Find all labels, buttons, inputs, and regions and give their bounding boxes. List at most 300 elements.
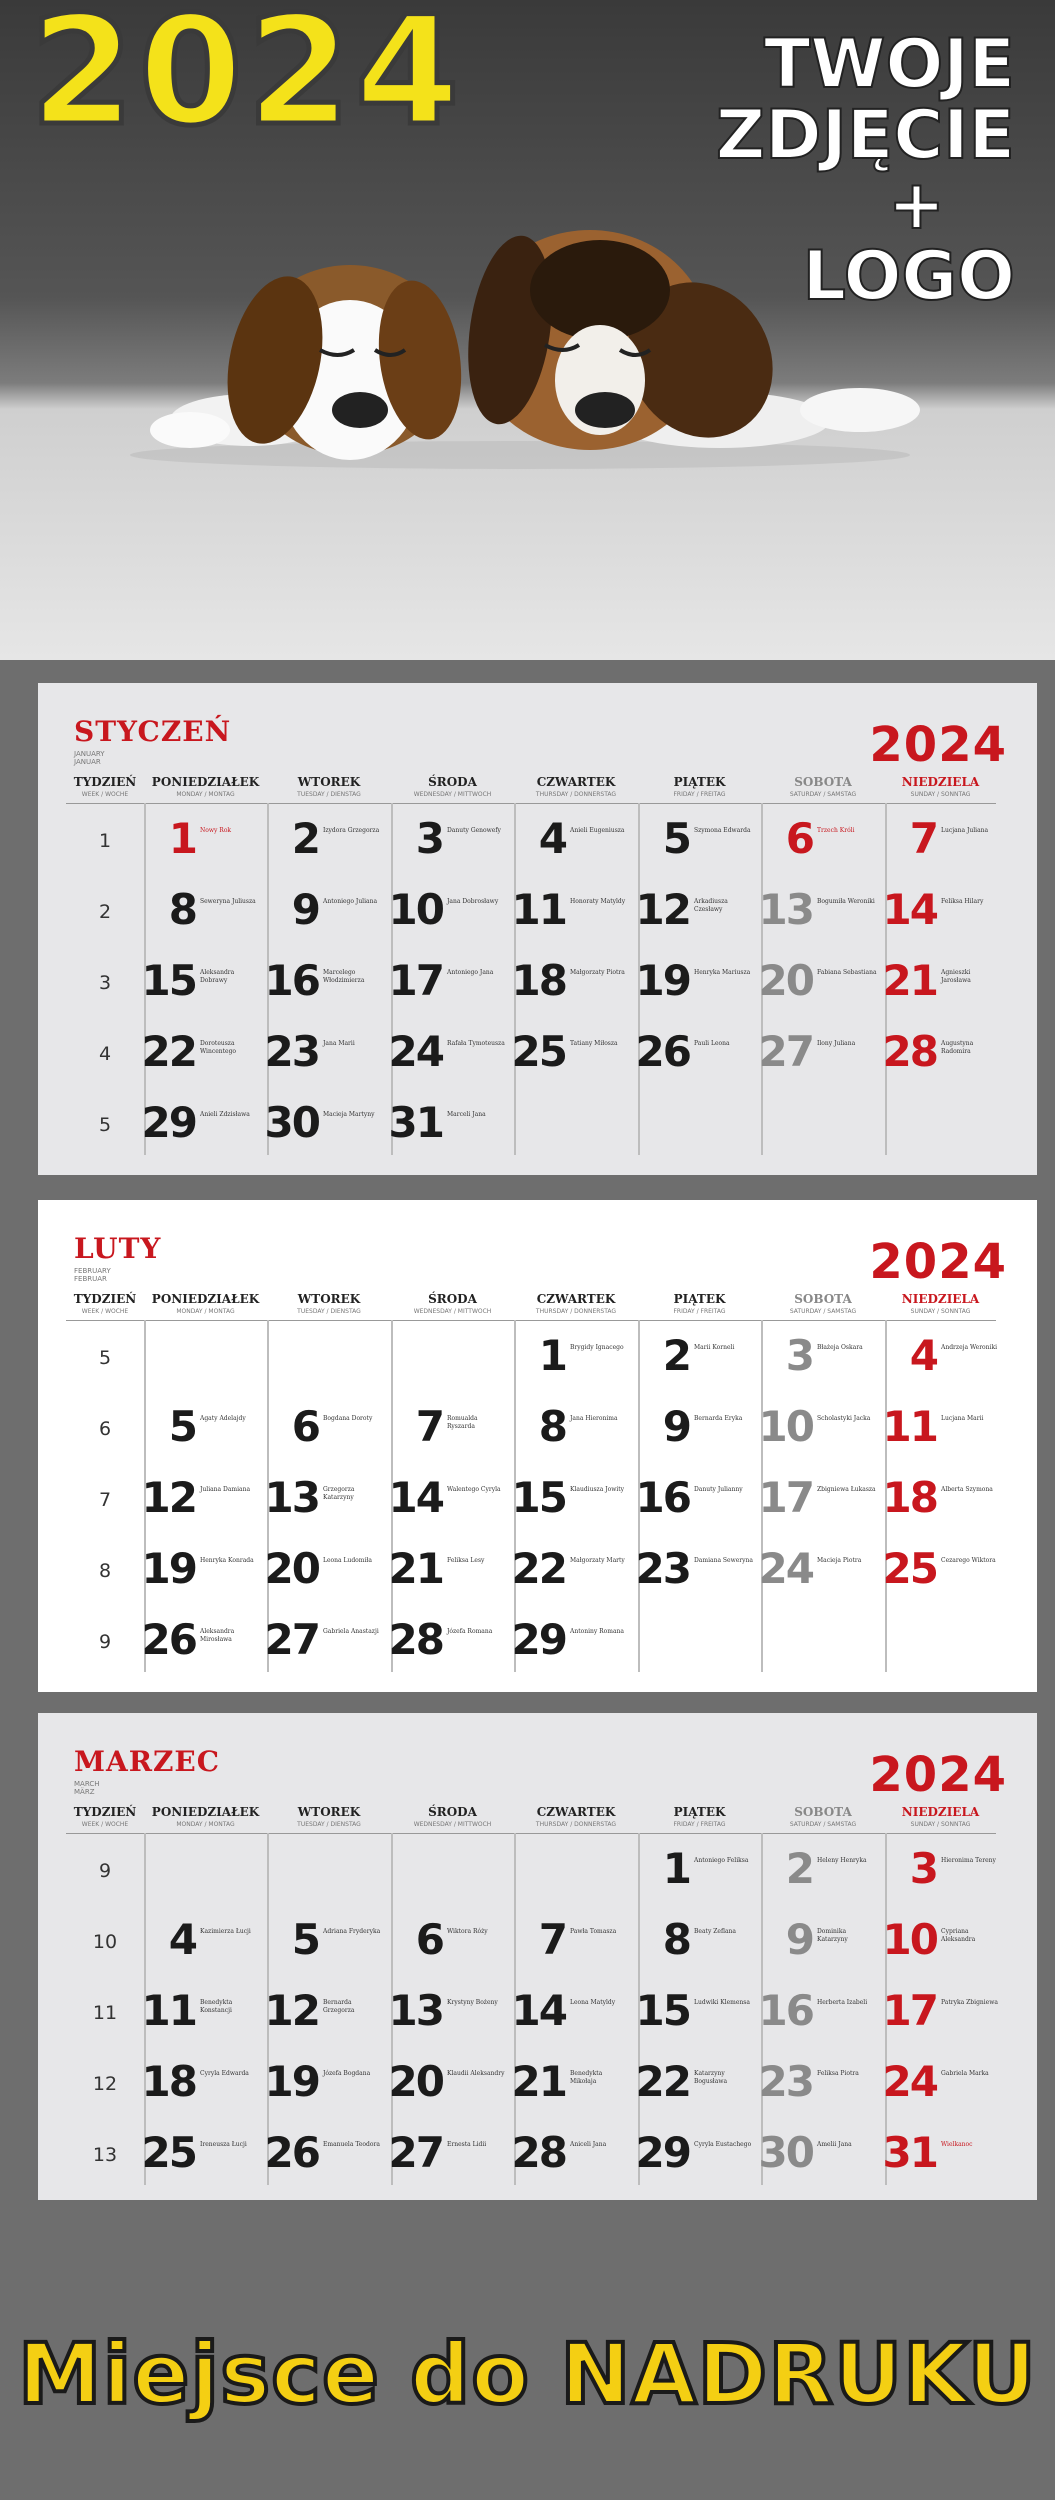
day-number: 7: [415, 1402, 443, 1451]
name-day: Wiktora Róży: [447, 1928, 488, 1935]
weekday-label: SOBOTA: [794, 1805, 852, 1819]
day-number: 29: [635, 2128, 690, 2177]
weekday-label: CZWARTEK: [536, 1292, 616, 1306]
weekday-header: [66, 1805, 996, 1834]
name-day: Ernesta Lidii: [447, 2141, 487, 2148]
name-day: Marcelego Włodzimierza: [323, 969, 365, 984]
day-number: 4: [538, 814, 566, 863]
calendar-day: [388, 2057, 513, 2121]
day-number: 15: [141, 956, 196, 1005]
day-number: 31: [882, 2128, 937, 2177]
name-day: Beaty Zeflana: [694, 1928, 736, 1935]
name-day: Cyryla Eustachego: [694, 2141, 752, 2148]
day-number: 27: [264, 1615, 319, 1664]
name-day: Fabiana Sebastiana: [817, 969, 877, 976]
calendar-day: [761, 1844, 883, 1908]
calendar-day: [511, 956, 636, 1020]
name-day: Pauli Leona: [694, 1040, 730, 1047]
day-number: 8: [538, 1402, 566, 1451]
name-day: Klaudiusza Jowity: [570, 1486, 625, 1493]
calendar-day: [511, 1027, 636, 1091]
name-day: Patryka Zbigniewa: [941, 1999, 998, 2006]
month-name-translations: [74, 750, 105, 766]
calendar-day: [511, 2128, 636, 2192]
weekday-heading: [514, 1805, 638, 1828]
calendar-day: [264, 1027, 389, 1091]
calendar-day: [882, 2128, 1007, 2192]
week-number: 1: [98, 830, 112, 852]
name-day: Nowy Rok: [200, 827, 232, 834]
week-number: 12: [92, 2073, 118, 2095]
name-day: Feliksa Piotra: [817, 2070, 859, 2077]
weekday-heading: [514, 1292, 638, 1315]
day-number: 17: [882, 1986, 937, 2035]
calendar-day: [264, 1473, 389, 1537]
weekday-heading: [761, 1292, 885, 1315]
weekday-translation: SUNDAY / SONNTAG: [910, 791, 971, 798]
name-day: Honoraty Matyldy: [570, 898, 626, 905]
name-day: Błażeja Oskara: [817, 1344, 863, 1351]
calendar-day: [758, 1027, 883, 1091]
calendar-day: [264, 1615, 389, 1679]
day-number: 22: [141, 1027, 196, 1076]
day-number: 29: [511, 1615, 566, 1664]
week-number: 13: [92, 2144, 118, 2166]
calendar-day: [267, 1915, 389, 1979]
weekday-heading: [638, 1292, 761, 1315]
name-day: Aniceli Jana: [570, 2141, 607, 2148]
calendar-day: [511, 2057, 636, 2121]
weekday-heading: [267, 1292, 391, 1315]
name-day: Rafała Tymoteusza: [447, 1040, 505, 1047]
name-day: Hieronima Tereny: [941, 1857, 996, 1864]
day-number: 19: [141, 1544, 196, 1593]
day-number: 19: [264, 2057, 319, 2106]
name-day: Anieli Eugeniusza: [570, 827, 625, 834]
calendar-day: [144, 814, 266, 878]
weekday-label: PIĄTEK: [673, 1805, 726, 1819]
day-number: 5: [168, 1402, 196, 1451]
calendar-day: [264, 1098, 389, 1162]
calendar-day: [758, 1986, 883, 2050]
month-year: 2024: [869, 717, 1007, 773]
calendar-day: [388, 956, 513, 1020]
imprint-label: Miejsce do NADRUKU: [18, 2325, 1037, 2423]
name-day: Małgorzaty Piotra: [570, 969, 625, 976]
calendar-day: [635, 2128, 760, 2192]
calendar-day: [761, 1331, 883, 1395]
calendar-day: [267, 1402, 389, 1466]
name-day: Feliksa Lesy: [447, 1557, 485, 1564]
day-number: 30: [264, 1098, 319, 1147]
day-number: 24: [882, 2057, 937, 2106]
calendar-day: [264, 2128, 389, 2192]
day-number: 8: [662, 1915, 690, 1964]
month-translation: JANUAR: [74, 758, 101, 766]
weekday-heading: [66, 1805, 144, 1828]
day-number: 31: [388, 1098, 443, 1147]
name-day: Cezarego Wiktora: [941, 1557, 996, 1564]
name-day: Leona Matyldy: [570, 1999, 616, 2006]
name-day: Heleny Henryka: [817, 1857, 867, 1864]
day-number: 20: [758, 956, 813, 1005]
name-day: Bogumiła Weroniki: [817, 898, 875, 905]
calendar-day: [758, 1544, 883, 1608]
weekday-label: TYDZIEŃ: [73, 775, 137, 789]
day-number: 12: [141, 1473, 196, 1522]
name-day: Pawła Tomasza: [570, 1928, 617, 1935]
calendar-day: [514, 814, 636, 878]
calendar-day: [267, 885, 389, 949]
calendar-day: [141, 2128, 266, 2192]
week-number: 3: [98, 972, 112, 994]
weekday-translation: MONDAY / MONTAG: [176, 791, 235, 798]
day-number: 28: [882, 1027, 937, 1076]
calendar-day: [635, 1027, 760, 1091]
weekday-label: ŚRODA: [428, 775, 477, 789]
calendar-day: [141, 1098, 266, 1162]
day-number: 17: [388, 956, 443, 1005]
weekday-heading: [267, 1805, 391, 1828]
photo-header: [0, 0, 1055, 660]
day-number: 18: [511, 956, 566, 1005]
weekday-translation: TUESDAY / DIENSTAG: [297, 1821, 361, 1828]
calendar-day: [758, 1402, 883, 1466]
calendar-day: [882, 1027, 1007, 1091]
calendar-day: [264, 1544, 389, 1608]
calendar-day: [144, 885, 266, 949]
day-number: 21: [511, 2057, 566, 2106]
month-translation: MÄRZ: [74, 1788, 95, 1796]
name-day: Macieja Piotra: [817, 1557, 862, 1564]
day-number: 3: [909, 1844, 937, 1893]
weekday-label: TYDZIEŃ: [73, 1292, 137, 1306]
name-day: Amelii Jana: [817, 2141, 852, 2148]
calendar-day: [761, 814, 883, 878]
name-day: Lucjana Juliana: [941, 827, 989, 834]
weekday-heading: [391, 1805, 514, 1828]
day-number: 12: [264, 1986, 319, 2035]
day-number: 10: [388, 885, 443, 934]
weekday-heading: [391, 1292, 514, 1315]
name-day: Doroteusza Wincentego: [200, 1040, 237, 1055]
name-day: Kazimierza Łucji: [200, 1928, 251, 1935]
day-number: 23: [758, 2057, 813, 2106]
weekday-translation: TUESDAY / DIENSTAG: [297, 1308, 361, 1315]
weekday-heading: [514, 775, 638, 798]
calendar-day: [511, 1473, 636, 1537]
day-number: 1: [662, 1844, 690, 1893]
weekday-translation: WEDNESDAY / MITTWOCH: [413, 791, 492, 798]
weekday-heading: [144, 1805, 267, 1828]
name-day: Seweryna Juliusza: [200, 898, 256, 905]
weekday-translation: SATURDAY / SAMSTAG: [789, 1821, 857, 1828]
calendar-day: [885, 1844, 1007, 1908]
day-number: 2: [662, 1331, 690, 1380]
name-day: Anieli Zdzisława: [200, 1111, 250, 1118]
calendar-day: [882, 956, 1007, 1020]
name-day: Feliksa Hilary: [941, 898, 984, 905]
week-number: 7: [98, 1489, 112, 1511]
weekday-label: PONIEDZIAŁEK: [151, 1292, 260, 1306]
weekday-header: [66, 775, 996, 804]
name-day: Ireneusza Łucji: [200, 2141, 247, 2148]
name-day: Danuty Julianny: [694, 1486, 743, 1493]
month-year: 2024: [869, 1234, 1007, 1290]
day-number: 23: [635, 1544, 690, 1593]
day-number: 9: [785, 1915, 813, 1964]
week-number: 8: [98, 1560, 112, 1582]
weekday-label: PONIEDZIAŁEK: [151, 775, 260, 789]
weekday-label: CZWARTEK: [536, 775, 616, 789]
day-number: 17: [758, 1473, 813, 1522]
day-number: 24: [388, 1027, 443, 1076]
calendar-day: [141, 2057, 266, 2121]
calendar-day: [388, 2128, 513, 2192]
day-number: 11: [141, 1986, 196, 2035]
day-number: 16: [635, 1473, 690, 1522]
day-number: 14: [882, 885, 937, 934]
month-translation: JANUARY: [74, 750, 105, 758]
name-day: Tatiany Miłosza: [570, 1040, 618, 1047]
weekday-label: CZWARTEK: [536, 1805, 616, 1819]
name-day: Romualda Ryszarda: [447, 1415, 478, 1430]
name-day: Leona Ludomiła: [323, 1557, 372, 1564]
day-number: 9: [291, 885, 319, 934]
weekday-label: WTOREK: [297, 1292, 361, 1306]
calendar-day: [511, 885, 636, 949]
promo-text: [715, 25, 1015, 317]
month-panel: [38, 683, 1037, 1175]
day-number: 27: [758, 1027, 813, 1076]
day-number: 23: [264, 1027, 319, 1076]
weekday-translation: SUNDAY / SONNTAG: [910, 1821, 971, 1828]
calendar-day: [635, 956, 760, 1020]
calendar-day: [885, 814, 1007, 878]
weekday-translation: SUNDAY / SONNTAG: [910, 1308, 971, 1315]
day-number: 22: [511, 1544, 566, 1593]
calendar-day: [638, 1402, 760, 1466]
weekday-label: SOBOTA: [794, 775, 852, 789]
name-day: Ilony Juliana: [817, 1040, 856, 1047]
weekday-translation: FRIDAY / FREITAG: [673, 791, 726, 798]
calendar-day: [264, 1986, 389, 2050]
week-number: 5: [98, 1347, 112, 1369]
calendar-day: [758, 2128, 883, 2192]
calendar-day: [264, 956, 389, 1020]
name-day: Adriana Fryderyka: [323, 1928, 381, 1935]
name-day: Benedykta Mikołaja: [570, 2070, 603, 2085]
calendar-day: [388, 1473, 513, 1537]
name-day: Bernarda Eryka: [694, 1415, 743, 1422]
name-day: Henryka Mariusza: [694, 969, 751, 976]
promo-line: +: [888, 166, 945, 246]
weekday-label: PIĄTEK: [673, 775, 726, 789]
calendar-day: [144, 1402, 266, 1466]
calendar-day: [635, 1986, 760, 2050]
calendar-day: [638, 1915, 760, 1979]
day-number: 3: [415, 814, 443, 863]
day-number: 14: [388, 1473, 443, 1522]
calendar-day: [885, 1331, 1007, 1395]
day-number: 18: [141, 2057, 196, 2106]
month-name: MARZEC: [74, 1745, 221, 1778]
name-day: Andrzeja Weroniki: [941, 1344, 998, 1351]
day-number: 6: [415, 1915, 443, 1964]
month-name-translations: [74, 1780, 100, 1796]
calendar-day: [388, 1986, 513, 2050]
day-number: 25: [511, 1027, 566, 1076]
name-day: Gabriela Marka: [941, 2070, 989, 2077]
calendar-day: [388, 1098, 513, 1162]
weekday-header: [66, 1292, 996, 1321]
day-number: 5: [291, 1915, 319, 1964]
day-number: 30: [758, 2128, 813, 2177]
calendar-day: [264, 2057, 389, 2121]
day-number: 11: [882, 1402, 937, 1451]
day-number: 25: [141, 2128, 196, 2177]
name-day: Brygidy Ignacego: [570, 1344, 624, 1351]
name-day: Ludwiki Klemensa: [694, 1999, 750, 2006]
weekday-translation: TUESDAY / DIENSTAG: [297, 791, 361, 798]
day-number: 27: [388, 2128, 443, 2177]
calendar-day: [882, 1915, 1007, 1979]
weekday-heading: [885, 775, 996, 798]
calendar-day: [141, 1473, 266, 1537]
weekday-heading: [66, 1292, 144, 1315]
name-day: Trzech Króli: [817, 827, 855, 834]
weekday-heading: [885, 1292, 996, 1315]
calendar-day: [635, 2057, 760, 2121]
weekday-heading: [638, 1805, 761, 1828]
day-number: 21: [388, 1544, 443, 1593]
weekday-label: TYDZIEŃ: [73, 1805, 137, 1819]
name-day: Damiana Seweryna: [694, 1557, 753, 1564]
name-day: Walentego Cyryla: [447, 1486, 501, 1493]
day-number: 3: [785, 1331, 813, 1380]
name-day: Cypriana Aleksandra: [941, 1928, 976, 1943]
weekday-translation: THURSDAY / DONNERSTAG: [535, 1308, 617, 1315]
weekday-translation: SATURDAY / SAMSTAG: [789, 1308, 857, 1315]
calendar-day: [758, 956, 883, 1020]
weekday-label: PONIEDZIAŁEK: [151, 1805, 260, 1819]
day-number: 1: [538, 1331, 566, 1380]
name-day: Henryka Konrada: [200, 1557, 254, 1564]
day-number: 9: [662, 1402, 690, 1451]
day-number: 7: [538, 1915, 566, 1964]
promo-line: ZDJĘCIE: [715, 95, 1015, 175]
calendar-day: [511, 1615, 636, 1679]
day-number: 8: [168, 885, 196, 934]
day-number: 13: [758, 885, 813, 934]
day-number: 28: [511, 2128, 566, 2177]
weekday-translation: WEEK / WOCHE: [81, 1821, 129, 1828]
name-day: Jana Marii: [323, 1040, 355, 1047]
calendar-day: [635, 1544, 760, 1608]
week-number: 4: [98, 1043, 112, 1065]
weekday-translation: THURSDAY / DONNERSTAG: [535, 1821, 617, 1828]
calendar-day: [141, 1615, 266, 1679]
day-number: 20: [264, 1544, 319, 1593]
week-number: 9: [98, 1631, 112, 1653]
day-number: 20: [388, 2057, 443, 2106]
day-number: 15: [511, 1473, 566, 1522]
calendar-day: [141, 1544, 266, 1608]
name-day: Katarzyny Bogusława: [694, 2070, 728, 2085]
name-day: Albertа Szymona: [941, 1486, 993, 1493]
name-day: Agnieszki Jarosława: [941, 969, 971, 984]
name-day: Józefa Bogdana: [323, 2070, 371, 2077]
name-day: Emanuela Teodora: [323, 2141, 380, 2148]
week-number: 5: [98, 1114, 112, 1136]
name-day: Jana Dobrosławy: [447, 898, 499, 905]
calendar-day: [511, 1986, 636, 2050]
name-day: Wielkanoc: [941, 2141, 973, 2148]
name-day: Jana Hieronima: [570, 1415, 618, 1422]
calendar-day: [141, 1986, 266, 2050]
calendar-day: [514, 1915, 636, 1979]
weekday-translation: MONDAY / MONTAG: [176, 1308, 235, 1315]
weekday-heading: [885, 1805, 996, 1828]
name-day: Bernarda Grzegorza: [323, 1999, 355, 2014]
weekday-translation: WEDNESDAY / MITTWOCH: [413, 1821, 492, 1828]
name-day: Klaudii Aleksandry: [447, 2070, 505, 2077]
calendar-day: [882, 885, 1007, 949]
name-day: Szymona Edwarda: [694, 827, 751, 834]
calendar-day: [391, 814, 513, 878]
week-number: 11: [92, 2002, 118, 2024]
calendar-day: [635, 885, 760, 949]
calendar-day: [144, 1915, 266, 1979]
week-number: 6: [98, 1418, 112, 1440]
calendar-day: [391, 1915, 513, 1979]
month-name: LUTY: [74, 1232, 162, 1265]
day-number: 2: [291, 814, 319, 863]
day-number: 26: [141, 1615, 196, 1664]
name-day: Józefa Romana: [447, 1628, 493, 1635]
weekday-heading: [267, 775, 391, 798]
day-number: 4: [168, 1915, 196, 1964]
weekday-label: PIĄTEK: [673, 1292, 726, 1306]
weekday-label: SOBOTA: [794, 1292, 852, 1306]
calendar-day: [388, 1027, 513, 1091]
calendar-day: [882, 1544, 1007, 1608]
month-name: STYCZEŃ: [74, 715, 232, 748]
week-number: 9: [98, 1860, 112, 1882]
name-day: Antoniego Jana: [447, 969, 494, 976]
day-number: 25: [882, 1544, 937, 1593]
day-number: 1: [168, 814, 196, 863]
weekday-heading: [144, 775, 267, 798]
weekday-translation: FRIDAY / FREITAG: [673, 1821, 726, 1828]
calendar-day: [882, 1402, 1007, 1466]
weekday-heading: [391, 775, 514, 798]
name-day: Arkadiusza Czesławy: [694, 898, 728, 913]
name-day: Gabriela Anastazji: [323, 1628, 379, 1635]
name-day: Dominika Katarzyny: [817, 1928, 848, 1943]
weekday-label: ŚRODA: [428, 1292, 477, 1306]
day-number: 7: [909, 814, 937, 863]
name-day: Aleksandra Dobrawy: [200, 969, 235, 984]
name-day: Marceli Jana: [447, 1111, 486, 1118]
calendar-day: [882, 1986, 1007, 2050]
calendar-day: [635, 1473, 760, 1537]
day-number: 6: [291, 1402, 319, 1451]
name-day: Benedykta Konstancji: [200, 1999, 233, 2014]
day-number: 16: [264, 956, 319, 1005]
calendar-day: [388, 885, 513, 949]
weekday-label: WTOREK: [297, 775, 361, 789]
